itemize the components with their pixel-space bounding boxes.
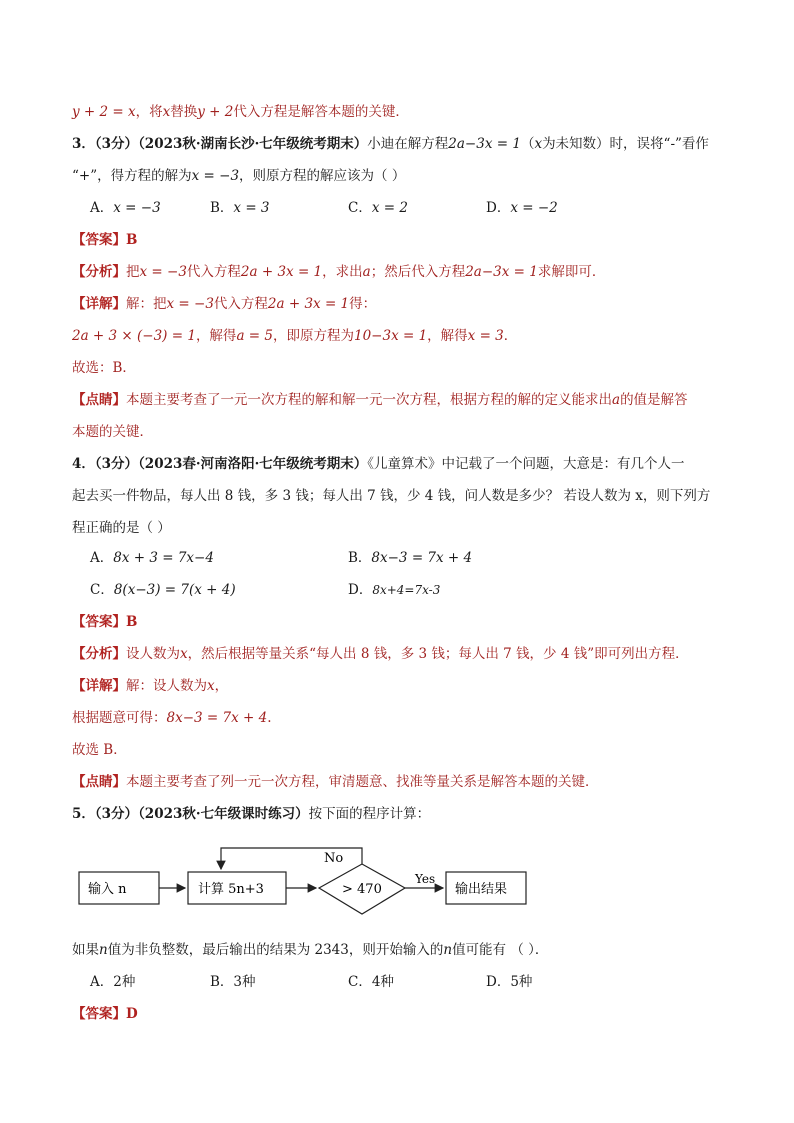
q4-detail-line1: [72, 676, 228, 696]
q4-comment-tag: 【点睛】: [72, 774, 126, 790]
q4-option-a-value: 8x + 3 = 7x−4: [113, 550, 214, 566]
q4-option-a: [90, 548, 214, 568]
q3-stem-a: 小迪在解方程: [367, 136, 449, 152]
q4-score: （3分）: [94, 456, 139, 472]
q4-analysis-line: [72, 644, 689, 664]
q5-option-b-value: 3种: [233, 974, 256, 990]
q4-stem-line2: 起去买一件物品，每人出 8 钱，多 3 钱；每人出 7 钱，少 4 钱，问人数是多少？ 若设人数为 x，则下列方: [72, 488, 711, 504]
q3-analysis-a: 把: [126, 264, 140, 280]
flow-yes-label: Yes: [415, 872, 436, 886]
q4-answer-tag: 【答案】: [72, 614, 126, 630]
q4-option-d-letter: D．: [348, 582, 373, 598]
q3-comment-b: 的值是解答: [620, 392, 688, 408]
q3-detail-c: 得：: [349, 296, 377, 312]
q4-comment-text: 本题主要考查了列一元一次方程，审清题意、找准等量关系是解答本题的关键．: [126, 774, 599, 790]
q3-stem-line2: [72, 166, 405, 186]
q5-stem-line: [72, 804, 430, 824]
q2-tail-equation: y + 2 = x: [72, 104, 136, 120]
q3-comment-a: 本题主要考查了一元一次方程的解和解一元一次方程，根据方程的解的定义能求出: [126, 392, 612, 408]
q4-option-c: [90, 580, 236, 600]
q4-detail-line2: [72, 708, 271, 728]
q3-analysis-d: ；然后代入方程: [370, 264, 466, 280]
flow-condition-text: > 470: [342, 882, 382, 897]
q3-option-c-value: x = 2: [371, 200, 408, 216]
q4-detail2-a: 根据题意可得：: [72, 710, 167, 726]
q3-comment-var: a: [612, 392, 621, 408]
q3-analysis-var: a: [362, 264, 371, 280]
q3-detail-line1: [72, 294, 376, 314]
q5-question-line: [72, 940, 548, 960]
q3-comment-line1: [72, 390, 688, 410]
q2-tail-text-a: ，将: [135, 104, 163, 120]
q3-option-c-letter: C．: [348, 200, 372, 216]
q3-analysis-eq2: 2a + 3x = 1: [240, 264, 323, 280]
q3-detail-a: 解：把: [126, 296, 167, 312]
q4-option-d-value: 8x+4=7x-3: [372, 583, 441, 597]
flow-no-label: No: [324, 851, 344, 866]
q4-source: （2023春·河南洛阳·七年级统考期末）: [138, 456, 368, 472]
q4-choose-line: 故选 B．: [72, 742, 127, 758]
q3-number: 3．: [72, 136, 95, 152]
q4-analysis-b: ，然后根据等量关系“每人出 8 钱，多 3 钱；每人出 7 钱，少 4 钱”即可列出方程．: [187, 646, 689, 662]
q5-score: （3分）: [94, 806, 139, 822]
q3-analysis-eq1: x = −3: [139, 264, 187, 280]
q4-stem-a: 《儿童算术》中记载了一个问题，大意是：有几个人一: [367, 456, 685, 472]
q5-question-a: 如果: [72, 942, 99, 958]
q3-option-c: [348, 198, 408, 218]
q3-detail-eq1: x = −3: [166, 296, 214, 312]
q4-option-b-value: 8x−3 = 7x + 4: [371, 550, 473, 566]
q4-option-b-letter: B．: [348, 550, 372, 566]
q5-flowchart: [70, 838, 550, 930]
q2-tail-var: x: [162, 104, 171, 120]
q4-comment-line: [72, 772, 599, 792]
q3-option-a-value: x = −3: [113, 200, 161, 216]
q3-choose-line: 故选：B．: [72, 360, 136, 376]
q5-question-var: n: [99, 942, 108, 958]
flow-compute-text: 计算 5n+3: [198, 882, 264, 897]
q5-answer-tag: 【答案】: [72, 1006, 126, 1022]
q3-detail-eq2: 2a + 3x = 1: [267, 296, 350, 312]
q4-analysis-tag: 【分析】: [72, 646, 126, 662]
q3-stem-equation: 2a−3x = 1: [448, 136, 521, 152]
q2-tail-line: [72, 102, 409, 122]
q3-detail2-c: ，解得: [427, 328, 468, 344]
flow-input-text: 输入 n: [88, 882, 127, 897]
q5-option-d: [486, 972, 532, 992]
flow-output-text: 输出结果: [455, 882, 508, 897]
q2-tail-text-b: 替换: [170, 104, 198, 120]
q5-answer-line: [72, 1004, 138, 1024]
q4-detail-var: x: [207, 678, 215, 694]
q3-detail2-eq3: 10−3x = 1: [353, 328, 428, 344]
q5-number: 5．: [72, 806, 95, 822]
q4-stem-line1: [72, 454, 685, 474]
q3-option-d: [486, 198, 558, 218]
q3-detail-line2: [72, 326, 517, 346]
q3-analysis-eq3: 2a−3x = 1: [465, 264, 538, 280]
q3-detail-b: 代入方程: [213, 296, 268, 312]
q5-option-c-letter: C．: [348, 974, 372, 990]
q3-detail2-eq4: x = 3: [467, 328, 504, 344]
q2-tail-text-c: 代入方程是解答本题的关键．: [233, 104, 409, 120]
q2-tail-equation2: y + 2: [197, 104, 234, 120]
q3-detail2-b: ，即原方程为: [272, 328, 354, 344]
q5-option-c-value: 4种: [371, 974, 394, 990]
q5-question-b: 值为非负整数，最后输出的结果为 2343，则开始输入的: [107, 942, 444, 958]
q5-option-a-value: 2种: [113, 974, 136, 990]
q3-stem-line1: [72, 134, 709, 154]
q3-detail2-eq1: 2a + 3 × (−3) = 1: [72, 328, 196, 344]
q3-comment-tag: 【点睛】: [72, 392, 126, 408]
q3-analysis-e: 求解即可．: [537, 264, 606, 280]
q3-source: （2023秋·湖南长沙·七年级统考期末）: [138, 136, 368, 152]
q4-option-a-letter: A．: [90, 550, 114, 566]
q4-detail-a: 解：设人数为: [126, 678, 207, 694]
q3-detail2-a: ，解得: [195, 328, 237, 344]
q3-analysis-c: ，求出: [322, 264, 363, 280]
q3-answer-tag: 【答案】: [72, 232, 126, 248]
q5-source: （2023秋·七年级课时练习）: [138, 806, 309, 822]
q4-answer-value: B: [126, 614, 138, 630]
q3-analysis-b: 代入方程: [186, 264, 241, 280]
q3-stem-line2-a: “+”，得方程的解为: [72, 168, 192, 184]
q4-option-b: [348, 548, 472, 568]
q4-analysis-a: 设人数为: [126, 646, 180, 662]
q5-option-a: [90, 972, 135, 992]
q5-question-var2: n: [443, 942, 453, 958]
q3-option-d-letter: D．: [486, 200, 511, 216]
q3-option-b-letter: B．: [210, 200, 234, 216]
q4-detail2-b: .: [267, 710, 272, 726]
q3-answer-line: [72, 230, 137, 250]
q3-stem-line2-equation: x = −3: [191, 168, 240, 184]
q4-answer-line: [72, 612, 137, 632]
q5-answer-value: D: [126, 1006, 138, 1022]
q4-stem-line3: 程正确的是（ ）: [72, 520, 171, 536]
q3-score: （3分）: [94, 136, 139, 152]
q5-option-a-letter: A．: [90, 974, 114, 990]
q4-option-c-value: 8(x−3) = 7(x + 4): [113, 582, 236, 598]
q3-stem-c: 为未知数）时，误将“-”看作: [542, 136, 709, 152]
q3-analysis-line: [72, 262, 605, 282]
q4-option-c-letter: C．: [90, 582, 114, 598]
q5-option-b-letter: B．: [210, 974, 234, 990]
q4-detail2-eq: 8x−3 = 7x + 4: [166, 710, 268, 726]
q5-question-c: 值可能有 （ ）．: [452, 942, 549, 958]
q3-option-a: [90, 198, 161, 218]
q3-stem-var: x: [534, 136, 543, 152]
q3-stem-line2-b: ，则原方程的解应该为（ ）: [239, 168, 406, 184]
q3-detail2-eq2: a = 5: [236, 328, 273, 344]
q5-option-d-letter: D．: [486, 974, 511, 990]
q4-option-d: [348, 580, 440, 600]
q4-detail-tag: 【详解】: [72, 678, 126, 694]
q5-option-b: [210, 972, 256, 992]
q4-detail-b: ，: [214, 678, 229, 694]
q3-detail2-d: ．: [503, 328, 518, 344]
q5-stem-text: 按下面的程序计算：: [308, 806, 431, 822]
q3-comment-line2: 本题的关键．: [72, 424, 153, 440]
q5-option-d-value: 5种: [510, 974, 533, 990]
q3-option-a-letter: A．: [90, 200, 114, 216]
flowchart-svg: [70, 838, 550, 930]
q3-stem-b: （: [520, 136, 535, 152]
q5-option-c: [348, 972, 394, 992]
q4-number: 4．: [72, 456, 95, 472]
q3-detail-tag: 【详解】: [72, 296, 126, 312]
q4-analysis-var: x: [180, 646, 188, 662]
q3-option-b-value: x = 3: [233, 200, 270, 216]
q3-option-d-value: x = −2: [510, 200, 558, 216]
q3-analysis-tag: 【分析】: [72, 264, 126, 280]
q3-answer-value: B: [126, 232, 138, 248]
q3-option-b: [210, 198, 270, 218]
